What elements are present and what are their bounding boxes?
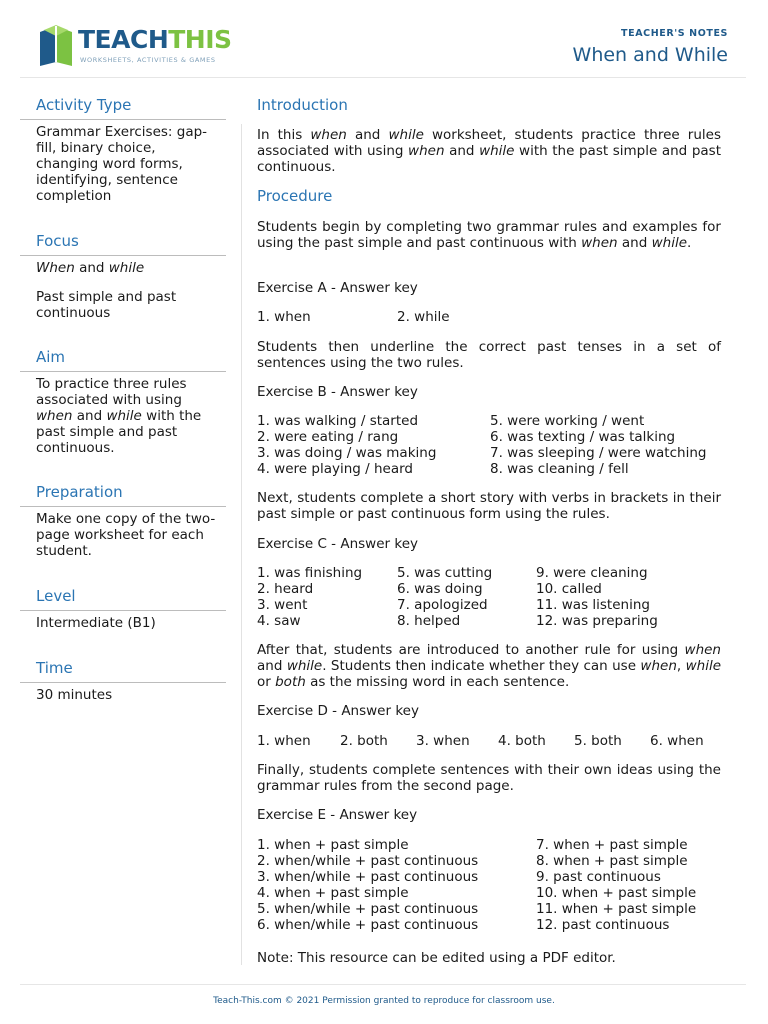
time-text: 30 minutes [36, 687, 113, 703]
exercise-d-answer: 2. both [340, 733, 388, 749]
procedure-paragraph-4: After that, students are introduced to another rule for using when and while. Students then indicate whether they can use when, while or both as the missing word in each sentence. [257, 642, 721, 690]
page-title: When and While [572, 44, 728, 66]
preparation-heading: Preparation [36, 483, 123, 501]
answer-item: 6. when/while + past continuous [257, 917, 479, 933]
level-heading: Level [36, 587, 76, 605]
book-icon [36, 24, 76, 68]
footer-divider [20, 984, 746, 985]
answer-item: 11. was listening [536, 597, 650, 613]
answer-item: 5. when/while + past continuous [257, 901, 479, 917]
sidebar-divider [20, 255, 226, 256]
answer-item: 1. when + past simple [257, 837, 409, 853]
exercise-e-column-2 [536, 837, 696, 933]
answer-item: 11. when + past simple [536, 901, 697, 917]
brand-tagline: WORKSHEETS, ACTIVITIES & GAMES [80, 56, 216, 64]
header-divider [20, 77, 746, 78]
exercise-e-label: Exercise E - Answer key [257, 807, 418, 823]
procedure-heading: Procedure [257, 187, 333, 205]
answer-item: 7. when + past simple [536, 837, 688, 853]
exercise-d-answer: 6. when [650, 733, 704, 749]
focus-text: When and while [36, 260, 145, 276]
exercise-c-column-1 [257, 565, 362, 629]
exercise-b-column-2 [490, 413, 706, 477]
teach-this-logo [36, 24, 232, 68]
exercise-a-answer: 1. when [257, 309, 311, 325]
answer-item: 1. was walking / started [257, 413, 419, 429]
answer-item: 12. past continuous [536, 917, 670, 933]
answer-item: 8. when + past simple [536, 853, 688, 869]
answer-item: 5. was cutting [397, 565, 493, 581]
exercise-c-column-2 [397, 565, 492, 629]
exercise-d-answer: 3. when [416, 733, 470, 749]
answer-item: 4. saw [257, 613, 301, 629]
column-divider [241, 124, 242, 965]
answer-item: 7. apologized [397, 597, 488, 613]
level-text: Intermediate (B1) [36, 615, 156, 631]
answer-item: 9. past continuous [536, 869, 661, 885]
footer-copyright: Teach-This.com © 2021 Permission granted to reproduce for classroom use. [213, 996, 555, 1006]
answer-item: 8. was cleaning / fell [490, 461, 629, 477]
exercise-d-answer: 4. both [498, 733, 546, 749]
sidebar-divider [20, 119, 226, 120]
exercise-a-label: Exercise A - Answer key [257, 280, 418, 296]
answer-item: 3. was doing / was making [257, 445, 437, 461]
exercise-d-answer: 5. both [574, 733, 622, 749]
answer-item: 10. called [536, 581, 602, 597]
sidebar-divider [20, 371, 226, 372]
procedure-paragraph-5: Finally, students complete sentences with their own ideas using the grammar rules from the second page. [257, 762, 721, 794]
sidebar-divider [20, 610, 226, 611]
focus-heading: Focus [36, 232, 79, 250]
answer-item: 1. was finishing [257, 565, 363, 581]
answer-item: 7. was sleeping / were watching [490, 445, 707, 461]
activity-type-text: Grammar Exercises: gap-fill, binary choice, changing word forms, identifying, sentence completion [36, 124, 208, 204]
aim-heading: Aim [36, 348, 66, 366]
answer-item: 5. were working / went [490, 413, 645, 429]
exercise-b-label: Exercise B - Answer key [257, 384, 418, 400]
answer-item: 8. helped [397, 613, 461, 629]
sidebar-divider [20, 506, 226, 507]
time-heading: Time [36, 659, 73, 677]
introduction-heading: Introduction [257, 96, 348, 114]
exercise-e-column-1 [257, 837, 478, 933]
answer-item: 2. heard [257, 581, 314, 597]
answer-item: 4. when + past simple [257, 885, 409, 901]
preparation-text: Make one copy of the two-page worksheet for each student. [36, 511, 216, 559]
exercise-a-answer: 2. while [397, 309, 450, 325]
answer-item: 3. went [257, 597, 308, 613]
activity-type-heading: Activity Type [36, 96, 132, 114]
answer-item: 2. were eating / rang [257, 429, 399, 445]
procedure-paragraph-1: Students begin by completing two grammar rules and examples for using the past simple and past continuous with when and while. [257, 219, 721, 251]
exercise-d-label: Exercise D - Answer key [257, 703, 419, 719]
introduction-text: In this when and while worksheet, students practice three rules associated with using when and while with the past simple and past continuous. [257, 127, 721, 175]
sidebar-divider [20, 682, 226, 683]
answer-item: 10. when + past simple [536, 885, 697, 901]
note-text: Note: This resource can be edited using a PDF editor. [257, 950, 616, 966]
teachers-notes-label: TEACHER'S NOTES [621, 28, 728, 39]
exercise-c-label: Exercise C - Answer key [257, 536, 418, 552]
aim-text: To practice three rules associated with using when and while with the past simple and past continuous. [36, 376, 202, 456]
brand-name: TEACHTHIS [78, 25, 232, 54]
answer-item: 3. when/while + past continuous [257, 869, 479, 885]
answer-item: 2. when/while + past continuous [257, 853, 479, 869]
exercise-b-column-1 [257, 413, 436, 477]
focus-text-2: Past simple and past continuous [36, 289, 177, 321]
exercise-d-answer: 1. when [257, 733, 311, 749]
procedure-paragraph-2: Students then underline the correct past tenses in a set of sentences using the two rules. [257, 339, 721, 371]
answer-item: 6. was texting / was talking [490, 429, 676, 445]
exercise-c-column-3 [536, 565, 658, 629]
answer-item: 4. were playing / heard [257, 461, 413, 477]
answer-item: 6. was doing [397, 581, 483, 597]
procedure-paragraph-3: Next, students complete a short story with verbs in brackets in their past simple or past continuous form using the rules. [257, 490, 721, 522]
answer-item: 9. were cleaning [536, 565, 648, 581]
answer-item: 12. was preparing [536, 613, 658, 629]
